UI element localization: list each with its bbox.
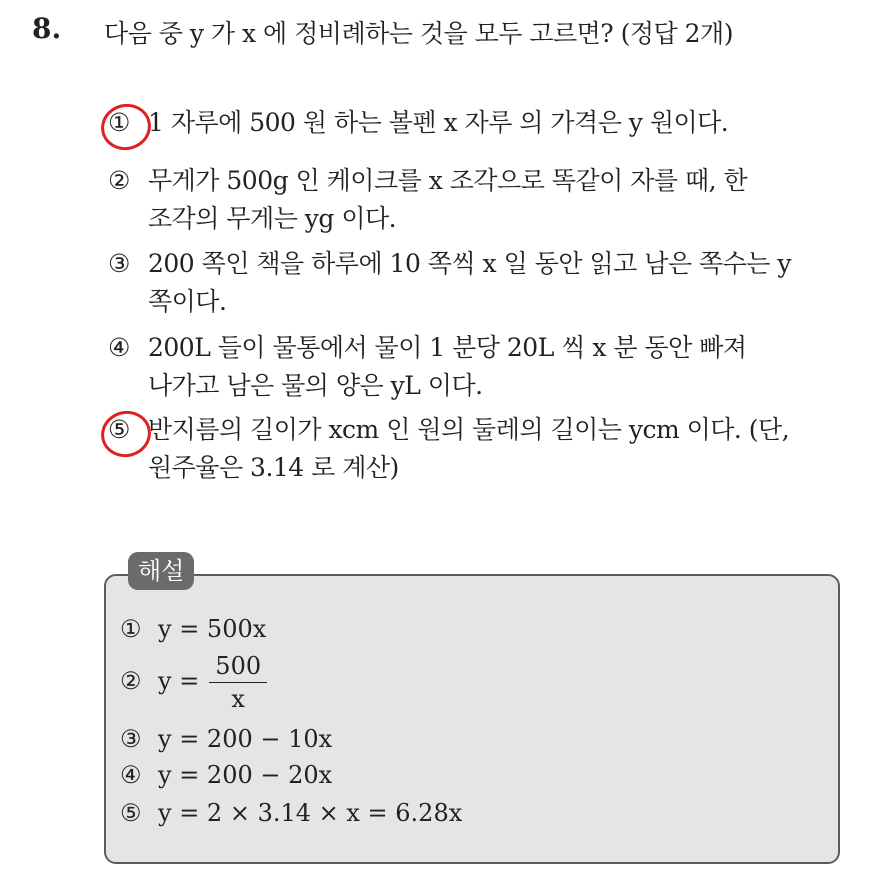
choice-number: ④	[108, 333, 130, 362]
fraction	[209, 650, 267, 715]
choice-text: 200 쪽인 책을 하루에 10 쪽씩 x 일 동안 읽고 남은 쪽수는 y	[148, 249, 791, 278]
question-text: 다음 중 y 가 x 에 정비례하는 것을 모두 고르면? (정답 2개)	[104, 19, 733, 48]
choice-text: 1 자루에 500 원 하는 볼펜 x 자루 의 가격은 y 원이다.	[148, 108, 729, 137]
solution-line-4	[120, 758, 332, 792]
solution-number: ③	[120, 725, 142, 753]
choice-number: ③	[108, 249, 130, 278]
solution-expr: y =	[158, 667, 200, 695]
choice-number: ⑤	[108, 415, 130, 444]
solution-number: ②	[120, 667, 142, 695]
solution-line-1	[120, 612, 266, 646]
solution-expr: y = 2 × 3.14 × x = 6.28x	[158, 799, 463, 827]
choice-number: ②	[108, 166, 130, 195]
solution-number: ⑤	[120, 799, 142, 827]
choice-text-continued: 조각의 무게는 yg 이다.	[148, 204, 397, 233]
choice-5	[108, 411, 789, 487]
choice-text-continued: 원주율은 3.14 로 계산)	[148, 453, 399, 482]
solution-line-2	[120, 650, 267, 715]
choice-text: 무게가 500g 인 케이크를 x 조각으로 똑같이 자를 때, 한	[148, 166, 748, 195]
choice-number: ①	[108, 108, 130, 137]
solution-number: ①	[120, 615, 142, 643]
choice-1	[108, 104, 728, 142]
solution-label: 해설	[128, 552, 194, 590]
solution-number: ④	[120, 761, 142, 789]
solution-expr: y = 200 − 20x	[158, 761, 333, 789]
choice-2	[108, 162, 747, 238]
solution-expr: y = 500x	[158, 615, 267, 643]
question-number: 8.	[32, 12, 62, 45]
fraction-numerator: 500	[209, 650, 267, 683]
solution-line-3	[120, 722, 332, 756]
choice-3	[108, 245, 791, 321]
choice-text-continued: 나가고 남은 물의 양은 yL 이다.	[148, 371, 483, 400]
solution-expr: y = 200 − 10x	[158, 725, 333, 753]
choice-4	[108, 329, 747, 405]
choice-text: 반지름의 길이가 xcm 인 원의 둘레의 길이는 ycm 이다. (단,	[148, 415, 790, 444]
solution-line-5	[120, 796, 462, 830]
choice-text-continued: 쪽이다.	[148, 287, 227, 316]
choice-text: 200L 들이 물통에서 물이 1 분당 20L 씩 x 분 동안 빠져	[148, 333, 747, 362]
fraction-denominator: x	[231, 685, 245, 713]
